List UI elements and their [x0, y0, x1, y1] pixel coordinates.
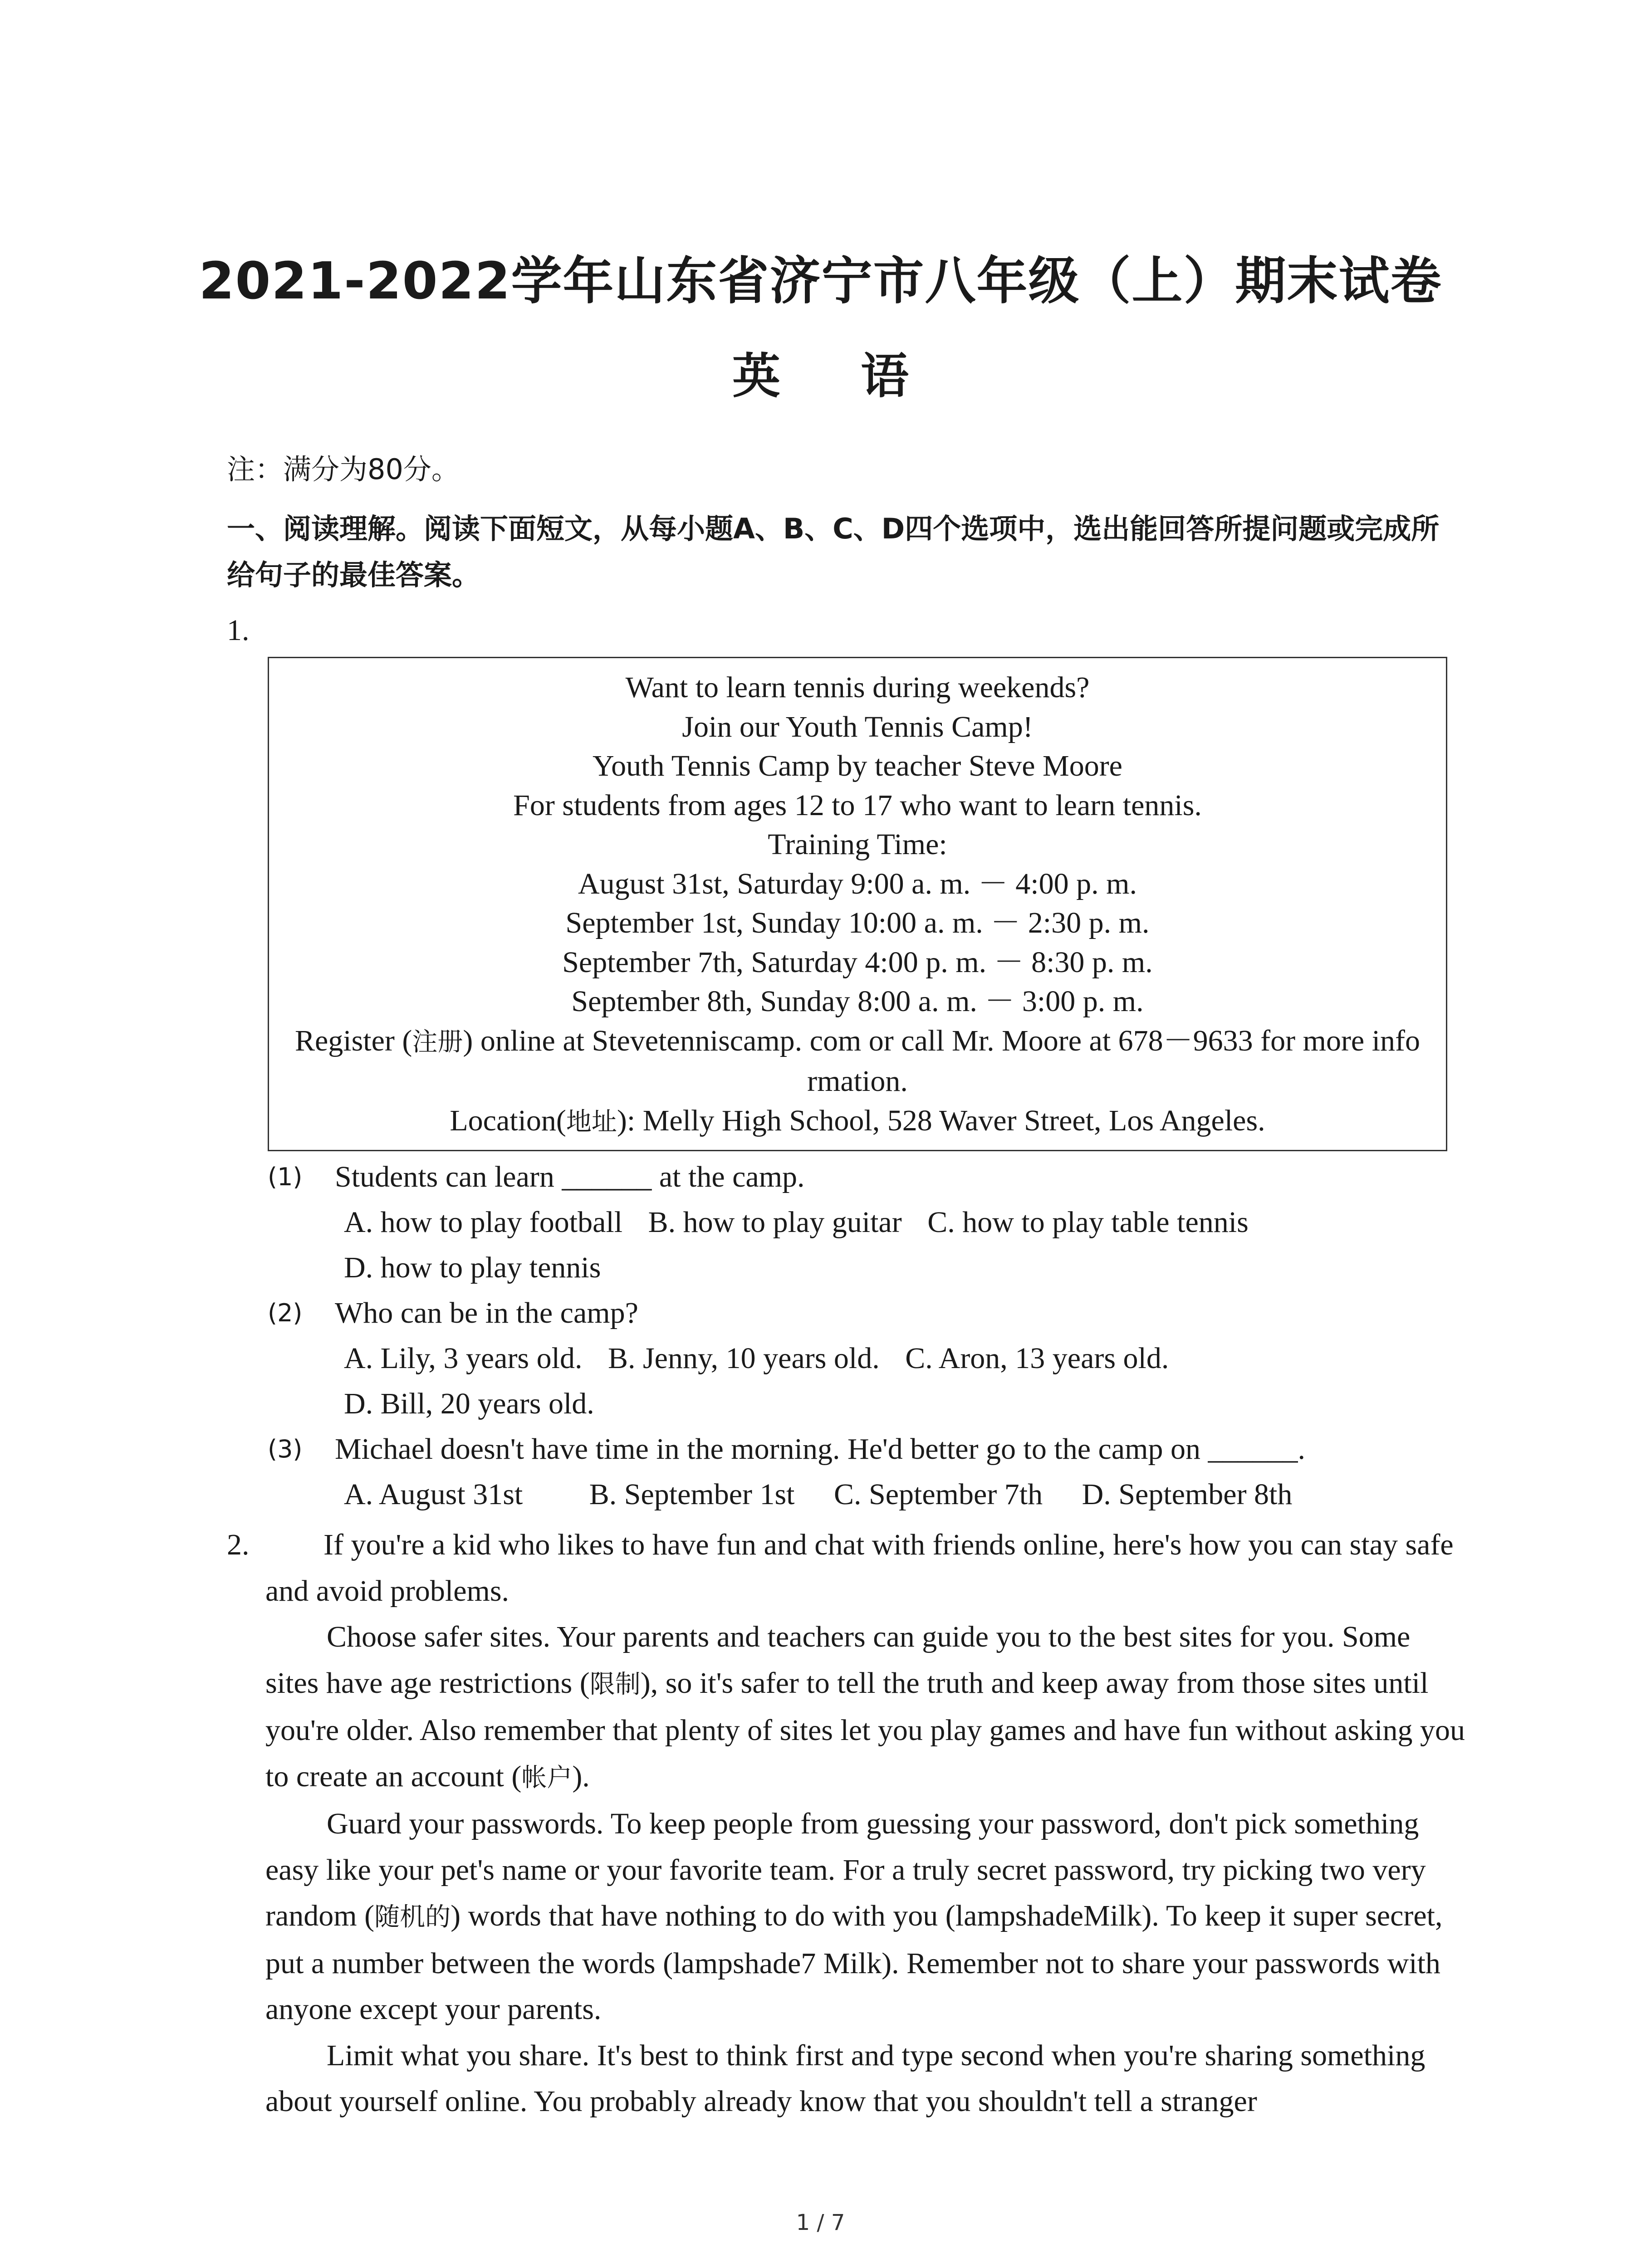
notice-line: Want to learn tennis during weekends? — [625, 671, 1090, 704]
subquestion-number: (2) — [268, 1299, 303, 1327]
options-row — [344, 1472, 1292, 1517]
notice-line: For students from ages 12 to 17 who want to learn tennis. — [513, 788, 1202, 822]
passage-paragraph: If you're a kid who likes to have fun and chat with friends online, here's how you can stay safe and avoid problems. — [265, 1528, 1454, 1608]
passage-paragraph: Guard your passwords. To keep people from guessing your password, don't pick something easy like your pet's name or your favorite team. For a truly secret password, try picking two very random (随机的) words that have nothing to do with you (lampshadeMilk). To keep it super secret, put a number between the words (lampshade7 Milk). Remember not to share your passwords with anyone except your parents. — [265, 1807, 1443, 2026]
notice-line: Join our Youth Tennis Camp! — [682, 710, 1033, 743]
question-stem: Michael doesn't have time in the morning. He'd better go to the camp on ______. — [335, 1432, 1305, 1466]
option-a[interactable]: A. Lily, 3 years old. — [344, 1342, 583, 1375]
question-number-2: 2. — [227, 1528, 250, 1561]
question-number-1: 1. — [227, 614, 250, 647]
option-a[interactable]: A. how to play football — [344, 1206, 623, 1239]
question-stem: Students can learn ______ at the camp. — [335, 1160, 805, 1193]
notice-line: September 1st, Sunday 10:00 a. m. － 2:30 p. m. — [565, 906, 1150, 939]
option-c[interactable]: C. Aron, 13 years old. — [905, 1342, 1169, 1375]
option-c[interactable]: C. how to play table tennis — [927, 1206, 1249, 1239]
option-b[interactable]: B. how to play guitar — [648, 1206, 902, 1239]
notice-location-line: Location(地址): Melly High School, 528 Waver Street, Los Angeles. — [450, 1104, 1265, 1137]
notice-line: Training Time: — [768, 828, 947, 861]
exam-title: 2021-2022学年山东省济宁市八年级（上）期末试卷 — [199, 252, 1442, 311]
notice-register-line: Register (注册) online at Stevetenniscamp. com or call Mr. Moore at 678－9633 for more info — [294, 1024, 1421, 1057]
passage-paragraph: Limit what you share. It's best to think first and type second when you're sharing something about yourself online. You probably already know that you shouldn't tell a stranger — [265, 2038, 1425, 2118]
subject-title: 英 语 — [732, 348, 941, 404]
subquestion-number: (3) — [268, 1435, 303, 1463]
notice-line: Youth Tennis Camp by teacher Steve Moore — [593, 749, 1122, 782]
option-b[interactable]: B. September 1st — [589, 1478, 795, 1511]
reading-passage — [265, 1522, 1468, 2125]
option-d[interactable]: D. Bill, 20 years old. — [344, 1387, 594, 1420]
options-row — [344, 1200, 1249, 1245]
option-b[interactable]: B. Jenny, 10 years old. — [607, 1342, 880, 1375]
score-note: 注：满分为80分。 — [227, 453, 460, 486]
notice-line: August 31st, Saturday 9:00 a. m. － 4:00 p. m. — [578, 867, 1137, 900]
notice-line: September 7th, Saturday 4:00 p. m. － 8:30 p. m. — [562, 945, 1153, 979]
option-c[interactable]: C. September 7th — [834, 1478, 1043, 1511]
section-heading: 一、阅读理解。阅读下面短文，从每小题A、B、C、D四个选项中，选出能回答所提问题或完成所给句子的最佳答案。 — [227, 512, 1440, 591]
option-a[interactable]: A. August 31st — [344, 1478, 523, 1511]
notice-register-line-cont: rmation. — [807, 1065, 908, 1098]
subquestion-number: (1) — [268, 1163, 303, 1191]
option-d[interactable]: D. how to play tennis — [344, 1251, 601, 1284]
notice-line: September 8th, Sunday 8:00 a. m. － 3:00 p. m. — [571, 985, 1144, 1018]
options-row — [344, 1336, 1169, 1381]
passage-paragraph: Choose safer sites. Your parents and teachers can guide you to the best sites for you. Some sites have age restrictions (限制), so it's safer to tell the truth and keep away from those sites until you're older. Also remember that plenty of sites let you play games and have fun without asking you to create an account (帐户). — [265, 1620, 1465, 1793]
question-stem: Who can be in the camp? — [335, 1296, 638, 1330]
tennis-camp-notice — [268, 657, 1447, 1151]
option-d[interactable]: D. September 8th — [1082, 1478, 1293, 1511]
page-number: 1 / 7 — [796, 2210, 845, 2235]
